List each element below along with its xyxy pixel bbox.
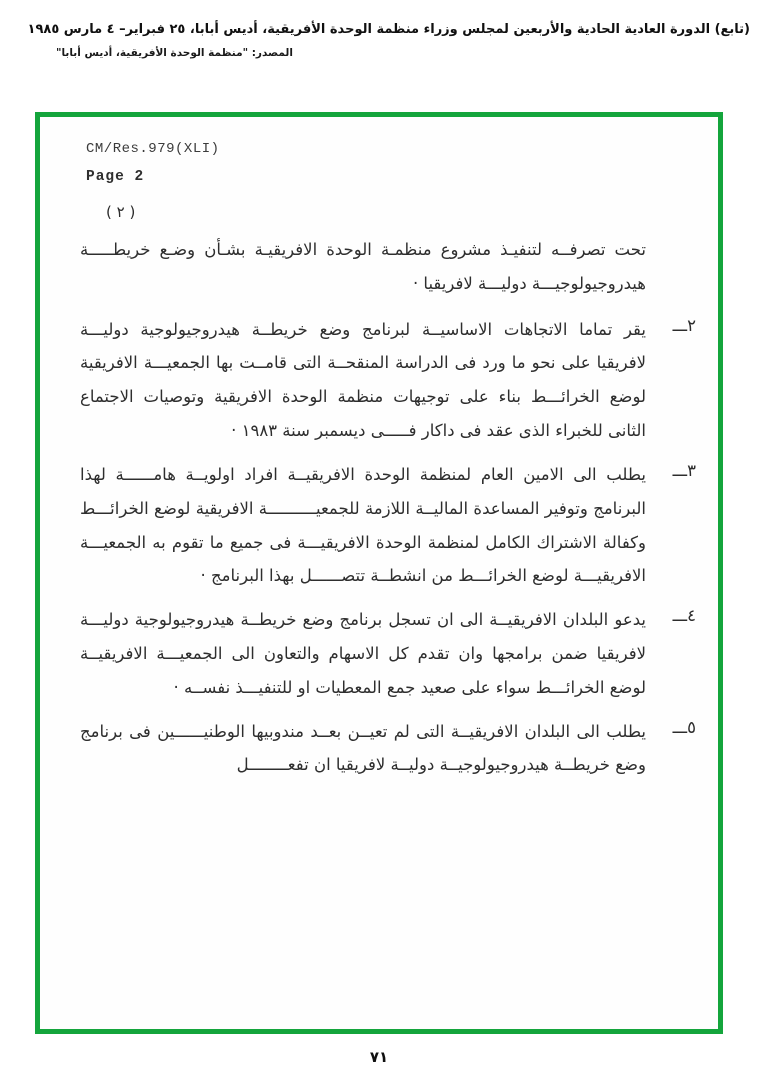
resolution-item: [80, 715, 696, 783]
folio-page-number: ٧١: [369, 1048, 389, 1066]
document-page-label: Page 2: [86, 169, 145, 185]
item-text: يقر تماما الاتجاهات الاساسيــة لبرنامج وضع خريطــة هيدروجيولوجية دوليـــة لافريقيا على نحو ما ورد فى الدراسة المنقحــة التى قامــت بها الجمعيـــة الافريقية لوضع الخرائـــط بناء على توجيهات منظمة الوحدة الافريقية وتوصيات الاجتماع الثانى للخبراء الذى عقد فى داكار فـــــى ديسمبر سنة ١٩٨٣ ·: [80, 319, 646, 441]
item-number: ٣ـــ: [672, 460, 696, 480]
resolution-item: [80, 458, 696, 593]
resolution-item: [80, 603, 696, 704]
item-number: ٥ـــ: [672, 717, 696, 737]
document-body: [80, 233, 696, 782]
resolution-item: [80, 313, 696, 448]
resolution-items: [80, 313, 696, 783]
item-number: ٢ـــ: [672, 315, 696, 335]
item-number: ٤ـــ: [672, 606, 696, 626]
item-text: يطلب الى الامين العام لمنظمة الوحدة الافريقيــة افراد اولويــة هامــــــة لهذا البرنامج وتوفير المساعدة الماليــة اللازمة للجمعيــــــــــة الافريقية لوضع الخرائـــط وكفالة الاشتراك الكامل لمنظمة الوحدة الافريقيـــة فى جميع ما تقوم به الجمعيـــة الافريقيـــة لوضع الخرائـــط من انشطــة تتصــــــل بهذا البرنامج ·: [80, 464, 646, 586]
item-text: يدعو البلدان الافريقيــة الى ان تسجل برنامج وضع خريطــة هيدروجيولوجية دوليـــة لافريقيا ضمن برامجها وان تقدم كل الاسهام والتعاون الى الجمعيـــة الافريقيــة لوضع الخرائـــط سواء على صعيد جمع المعطيات او للتنفيـــذ نفســه ·: [80, 610, 646, 697]
document-reference: CM/Res.979(XLI): [86, 141, 220, 157]
section-marker: ( ٢ ): [106, 203, 136, 221]
source-line: المصدر: "منظمة الوحدة الأفريقية، أديس أبابا": [56, 46, 293, 59]
item-text: يطلب الى البلدان الافريقيــة التى لم تعيــن بعــد مندوبيها الوطنيــــــين فى برنامج وضع خريطــة هيدروجيولوجيــة دوليــة لافريقيا ان تفعــــــــل: [80, 721, 646, 775]
header: [0, 0, 758, 59]
continuation-paragraph: تحت تصرفــه لتنفيـذ مشروع منظمـة الوحدة الافريقيـة بشـأن وضـع خريطـــــة هيدروجيولوجيـــة دوليـــة لافريقيا ·: [80, 240, 646, 293]
scanned-document-frame: [35, 112, 723, 1034]
session-caption: (تابع) الدورة العادية الحادية والأربعين لمجلس وزراء منظمة الوحدة الأفريقية، أديس أبابا، ٢٥ فبراير– ٤ مارس ١٩٨٥: [27, 22, 750, 37]
